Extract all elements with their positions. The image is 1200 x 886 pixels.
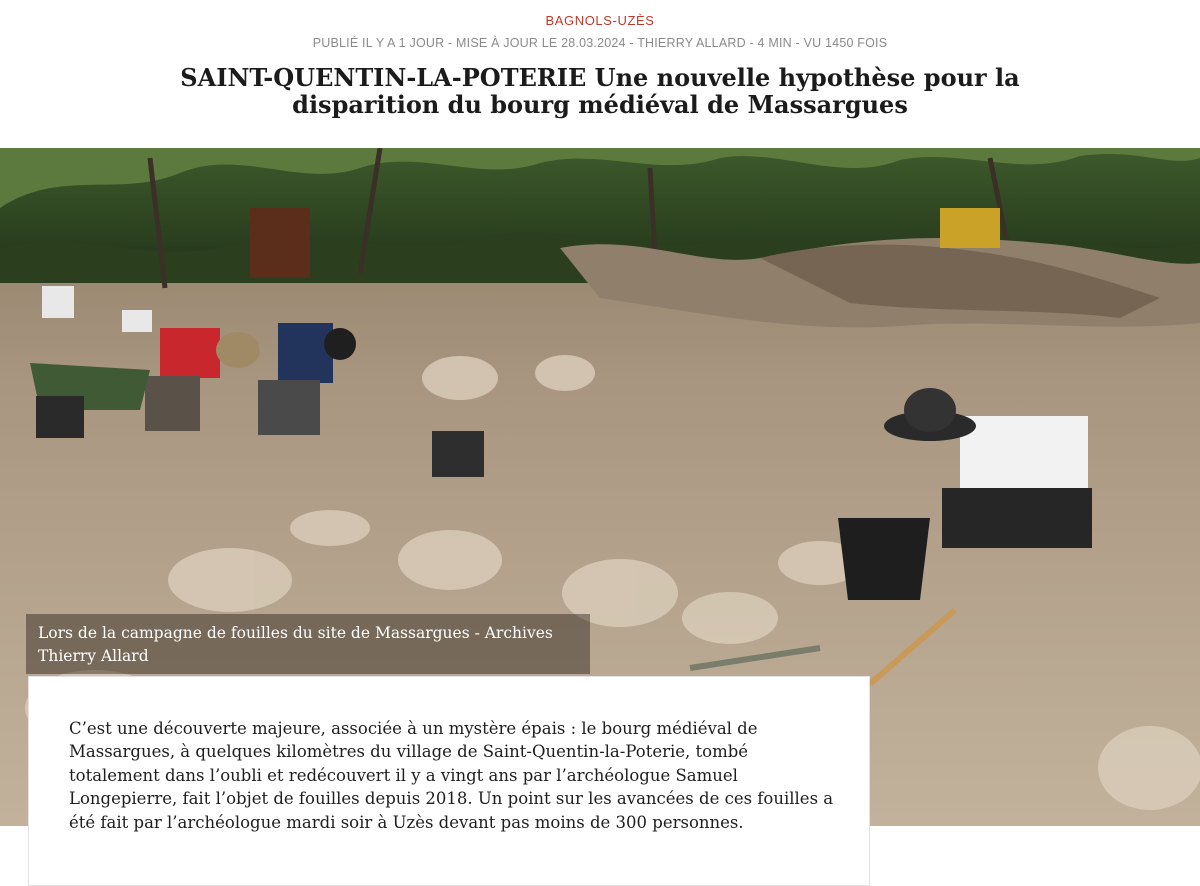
article-lead: C’est une découverte majeure, associée à un mystère épais : le bourg médiéval de Massargues, à quelques kilomètres du village de Saint-Quentin-la-Poterie, tombé totalement dans l’oubli et redécouvert il y a vingt ans par l’archéologue Samuel Longepierre, fait l’objet de fouilles depuis 2018. Un point sur les avancées de ces fouilles a été fait par l’archéologue mardi soir à Uzès devant pas moins de 300 personnes.: [69, 719, 834, 832]
article-title: SAINT-QUENTIN-LA-POTERIE Une nouvelle hypothèse pour la disparition du bourg médiéval de Massargues: [180, 63, 1020, 119]
image-caption: Lors de la campagne de fouilles du site de Massargues - Archives Thierry Allard: [26, 614, 590, 674]
category-link[interactable]: BAGNOLS-UZÈS: [545, 13, 655, 28]
article-lead-card: [28, 676, 870, 886]
article-meta: PUBLIÉ IL Y A 1 JOUR - MISE À JOUR LE 28.03.2024 - THIERRY ALLARD - 4 MIN - VU 1450 FOIS: [312, 36, 888, 50]
article-header: [0, 0, 1200, 148]
